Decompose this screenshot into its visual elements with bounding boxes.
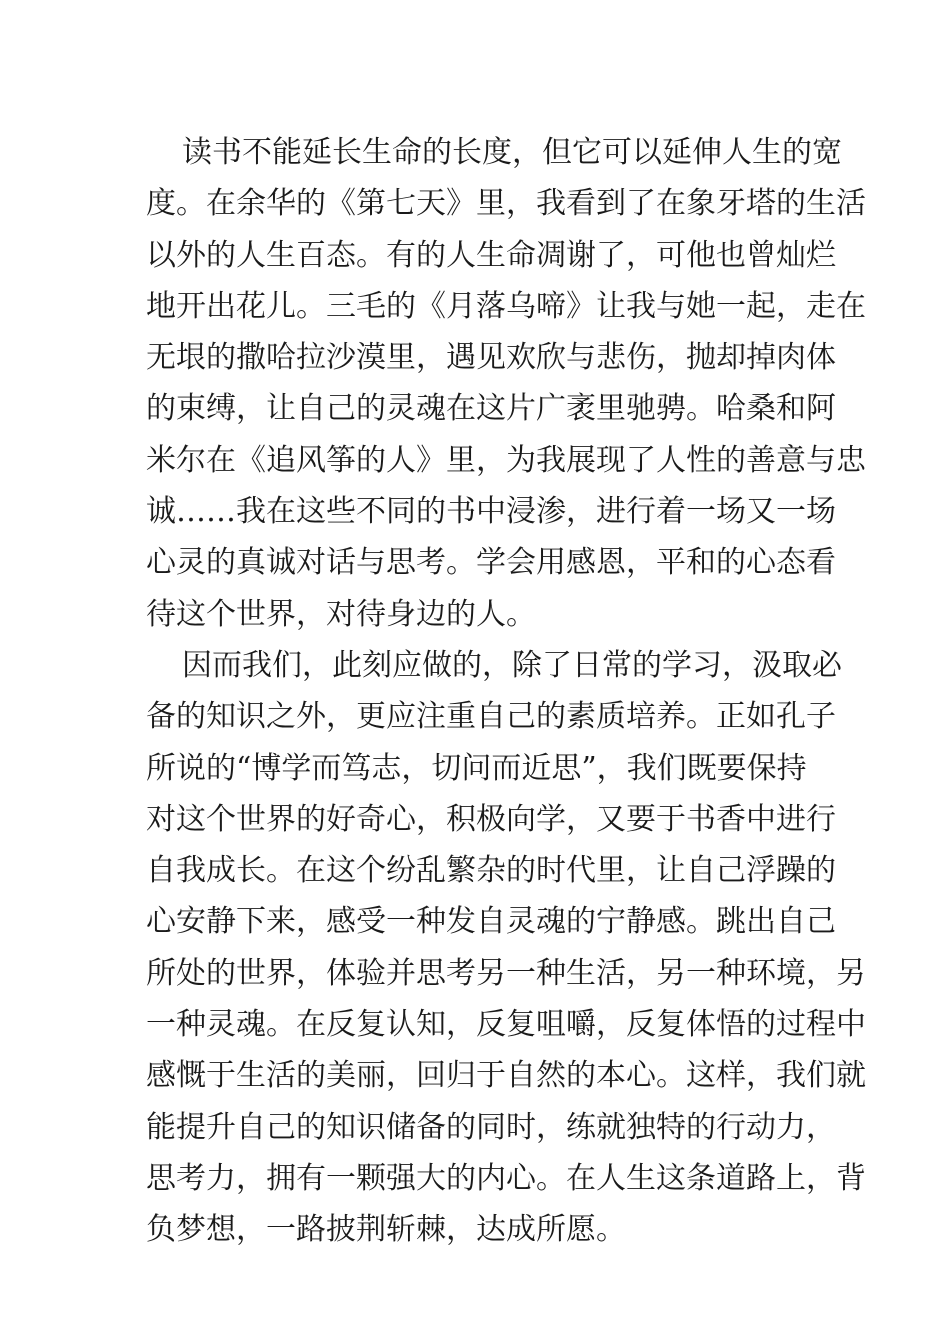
paragraph-line: 所处的世界，体验并思考另一种生活，另一种环境，另 — [146, 955, 866, 991]
paragraph-line: 能提升自己的知识储备的同时，练就独特的行动力， — [146, 1109, 836, 1145]
paragraph-line: 因而我们，此刻应做的，除了日常的学习，汲取必 — [182, 647, 842, 683]
paragraph-line: 心安静下来，感受一种发自灵魂的宁静感。跳出自己 — [146, 904, 836, 940]
paragraph-line: 诚……我在这些不同的书中浸渗，进行着一场又一场 — [146, 494, 836, 530]
paragraph-line: 感慨于生活的美丽，回归于自然的本心。这样，我们就 — [146, 1058, 866, 1094]
paragraph-line: 所说的“博学而笃志，切问而近思”，我们既要保持 — [146, 750, 807, 786]
paragraph-line: 备的知识之外，更应注重自己的素质培养。正如孔子 — [146, 699, 836, 735]
paragraph-line: 待这个世界，对待身边的人。 — [146, 596, 536, 632]
paragraph-line: 读书不能延长生命的长度，但它可以延伸人生的宽 — [182, 135, 842, 170]
document-body — [146, 127, 866, 1256]
paragraph-line: 负梦想，一路披荆斩棘，达成所愿。 — [146, 1212, 626, 1248]
paragraph-line: 度。在余华的《第七天》里，我看到了在象牙塔的生活 — [146, 186, 866, 222]
paragraph-line: 自我成长。在这个纷乱繁杂的时代里，让自己浮躁的 — [146, 853, 836, 889]
paragraph-line: 一种灵魂。在反复认知，反复咀嚼，反复体悟的过程中 — [146, 1007, 866, 1043]
paragraph-1 — [146, 127, 866, 640]
paragraph-line: 对这个世界的好奇心，积极向学，又要于书香中进行 — [146, 801, 836, 837]
paragraph-line: 米尔在《追风筝的人》里，为我展现了人性的善意与忠 — [146, 442, 866, 478]
paragraph-line: 心灵的真诚对话与思考。学会用感恩，平和的心态看 — [146, 545, 836, 581]
paragraph-line: 的束缚，让自己的灵魂在这片广袤里驰骋。哈桑和阿 — [146, 391, 836, 427]
paragraph-2 — [146, 640, 866, 1256]
paragraph-line: 地开出花儿。三毛的《月落乌啼》让我与她一起，走在 — [146, 288, 866, 324]
paragraph-line: 以外的人生百态。有的人生命凋谢了，可他也曾灿烂 — [146, 237, 836, 273]
paragraph-line: 无垠的撒哈拉沙漠里，遇见欢欣与悲伤，抛却掉肉体 — [146, 340, 836, 376]
paragraph-line: 思考力，拥有一颗强大的内心。在人生这条道路上，背 — [146, 1160, 866, 1196]
